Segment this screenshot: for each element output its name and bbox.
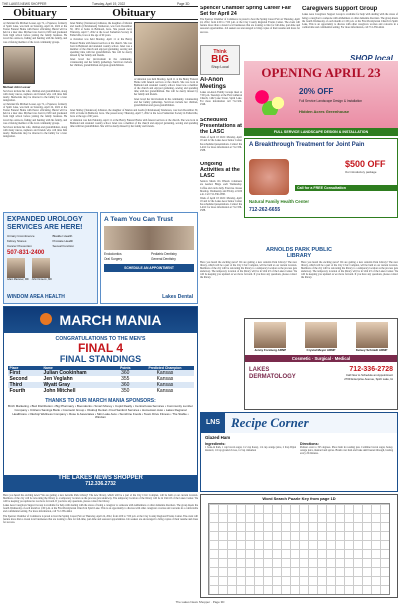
- ingredients-title: Ingredients:: [205, 442, 226, 446]
- urology-title: EXPANDED UROLOGY SERVICES ARE HERE!: [7, 216, 83, 231]
- urology-service-list: [7, 234, 97, 248]
- knee-graphic: [249, 159, 289, 195]
- standings-header: Name: [43, 366, 53, 370]
- standings-cell: Second: [9, 376, 28, 382]
- opening-ad-sub2: Full Service Landscape Design & Installation: [299, 99, 363, 103]
- standings-header: Predicted Champion: [148, 366, 182, 370]
- word-search-title: Word Search Puzzle Key from page 1D: [262, 496, 336, 501]
- opening-ad-title: OPENING APRIL 23: [261, 65, 381, 80]
- obituary2-heading: Obituary: [70, 6, 198, 20]
- urology-ad: [3, 212, 98, 304]
- obituary-paragraph: Survivors include his wife, children and grandchildren, along with many nieces, nephews and friends who will miss him dearly. Memorials may be directed to the family for a later designation.: [3, 125, 67, 138]
- standings-cell: Julian Cookinham: [43, 370, 87, 376]
- urology-service: Sexual Function: [52, 244, 75, 249]
- library-text: Have you heard the exciting news? We are getting a new Arnolds Park Library! The new library, which will be a part of the City Civic Complex, will be built at our current location. Members of the city will be relocating the library to a temporary location as the process gets underway. The temporary location of the library will be in Unit #3 of the Lakes Center. We will be keeping you updated as we move forward. If you have any questions, please contact the library.: [301, 261, 398, 280]
- obituary-paragraph: Survivors include his wife, children and grandchildren, along with many nieces, nephews and friends who will miss him dearly. Memorials may be directed to the family for a later designation.: [3, 89, 67, 102]
- opening-ad-store: Hidden Acres Greenhouse: [299, 109, 350, 114]
- standings-cell: John Mitchell: [43, 388, 76, 394]
- paper-name: THE LAKES NEWS SHOPPER: [2, 2, 47, 6]
- obituary2-paragraph: A visitation was held Monday, April 11 at the Henry Funeral Home with funeral services at the church. She was born in Belmond and attended country school. Janet was a member of the church and enjoyed gardening, sewing and spending time with her grandchildren. She will be dearly missed by her family and friends.: [134, 78, 198, 97]
- page-footer: The Lakes News Shopper · Page 3D: [175, 600, 225, 604]
- spencer-fair-text: The Spencer Chamber of Commerce is proud to host the Spring Career Fair on Thursday, April 24, 2022, from 4:00 to 7:00 p.m. at the Clay County Regional Events Center. The event will feature more than a dozen local businesses that are looking to hire for full-time, part-time and seasonal opportunities. Job seekers are encouraged to bring copies of their resume and dress for success.: [200, 18, 300, 34]
- obituary2-paragraph: Janet loved her involvement in the community, volunteering and her family gatherings. Survivors include her children, grandchildren and great-grandchildren.: [70, 58, 132, 68]
- obituary2-paragraph: Janet Shirley (Tenderson) Johnston, the daughter of Marian and Luella (Christiansen) Tenderson, was born December 30, 1931 at home in Belmond, Iowa. She passed away Thursday, April 7, 2022 at the Good Samaritan Society in Estherville, Iowa at the age of 90 years.: [70, 22, 132, 38]
- lasc-title: Scheduled Presentations at the LASC: [200, 118, 242, 135]
- joint-pain-offer-note: Our introductory package: [345, 170, 377, 174]
- obituary2-photo: [134, 22, 198, 76]
- urology-service: Cancer Prevention: [7, 244, 32, 249]
- caregivers-article: [302, 6, 398, 44]
- standings-cell: Kansas: [156, 382, 174, 388]
- recipe-corner: [200, 412, 398, 492]
- standings-cell: Wyatt Gray: [43, 382, 70, 388]
- dental-team-photo: [104, 226, 194, 250]
- ingredients-text: 1 bone-in ham, 1 cup brown sugar, 1/2 cup honey, 1/4 cup orange juice, 2 tbsp Dijon mustard, 1/2 tsp ground cloves, 1/2 tsp cinnamon: [205, 446, 297, 453]
- dental-ad: [100, 212, 198, 304]
- obituary-person-name: Michael John Lesser: [3, 84, 31, 89]
- standings-cell: Kansas: [156, 388, 174, 394]
- dental-title: A Team You Can Trust: [104, 216, 174, 223]
- standings-cell: 360: [121, 370, 130, 376]
- shop-local-logo: [350, 48, 398, 60]
- march-mania-title: MARCH MANIA: [59, 312, 162, 328]
- dental-service: Oral Surgery: [104, 257, 123, 261]
- think-text: Think: [213, 49, 227, 55]
- standings-table: [8, 366, 194, 394]
- obituary2-paragraph: Janet loved her involvement in the community, volunteering and her family gatherings. Survivors include her children, grandchildren and great-grandchildren.: [134, 97, 198, 107]
- dental-cta-button[interactable]: SCHEDULE AN APPOINTMENT: [104, 264, 194, 272]
- march-mania-phone: 712.336.2732: [85, 481, 116, 487]
- ongoing-article: [200, 162, 242, 246]
- joint-pain-phone: 712-262-6655: [249, 207, 281, 213]
- obituary-paragraph: A Christian life Michael Lesser, age 72, of Spencer, formerly of Spirit Lake, was held on Saturday, April 22, 2022 at the Turner Funeral Home with Pastor officiating. Burial will be held at a later date. Michael was born in 1950 and graduated from high school before joining the family business. He loved the outdoors, fishing and hunting with his family, and was a lifelong member of the local community groups.: [3, 103, 67, 125]
- dental-service: General Dentistry: [151, 257, 176, 261]
- dermatology-ad: [244, 318, 398, 410]
- standings-cell: 360: [121, 382, 130, 388]
- opening-ad-sub1: 20% OFF: [299, 87, 334, 96]
- obituary-column-right: [70, 6, 198, 211]
- word-search-grid: [208, 503, 390, 595]
- joint-pain-ad: [244, 138, 398, 218]
- provider-photo: [254, 322, 286, 348]
- doctor-photo: [7, 258, 25, 278]
- obituary2-paragraph: A visitation was held Monday, April 11 at the Henry Funeral Home with funeral services at the church. She was born in Belmond and attended country school. Janet was a member of the church and enjoyed gardening, sewing and spending time with her grandchildren. She will be dearly missed by her family and friends.: [70, 38, 132, 57]
- lasc-text: Week of April 18 2022: Monday, April 18 and 22 the Lakes Area Senior Center has scheduled presentations. Contact the LASC for more information at 712-336-2588.: [200, 136, 242, 152]
- dermatology-banner: Cosmetic · Surgical · Medical: [245, 355, 397, 362]
- lasc-article: [200, 118, 242, 161]
- standings-cell: Fourth: [9, 388, 26, 394]
- shop-local-ad: [200, 45, 240, 75]
- obituary-photo: [3, 46, 35, 84]
- obituary-text: [3, 22, 67, 44]
- filler-paragraph: Have you heard the exciting news? We are getting a new Arnolds Park Library! The new library, which will be a part of the City Civic Complex, will be built at our current location. Members of the city will be relocating the library to a temporary location as the process gets underway. The temporary location of the library will be in Unit #3 of the Lakes Center. We will be keeping you updated as we move forward. If you have any questions, please contact the library.: [3, 494, 198, 504]
- dental-brand: Lakes Dental: [162, 294, 193, 300]
- big-text: BIG: [211, 54, 229, 65]
- directions-text: Preheat oven to 325 degrees. Place ham in roasting pan. Combine brown sugar, honey, orange juice, mustard and spices. Brush over ham and bake until heated through, basting every 20 minutes.: [300, 446, 393, 456]
- recipe-brand: LNS: [201, 413, 225, 433]
- standings-cell: Kansas: [156, 370, 174, 376]
- opening-ad-banner: FULL SERVICE LANDSCAPE DESIGN & INSTALLATION: [244, 128, 398, 136]
- march-mania-banner: [4, 307, 197, 333]
- march-mania-ad: [3, 306, 198, 492]
- provider-name: Kelsey Schmidt ARNP: [355, 348, 388, 352]
- ongoing-text: Week of April 18 2022: Monday, April 18 and 22 the Lakes Area Senior Center has scheduled presentations. Contact the LASC for more information at 712-336-2588.: [200, 196, 242, 213]
- urology-service: Bladder Health: [52, 234, 73, 239]
- standings-cell: Jen Veglahn: [43, 376, 73, 382]
- basketball-icon: [40, 313, 52, 325]
- alanon-text: Lakes Al-Anon Family Groups meet at 7:00 p.m. Tuesdays at the First Lutheran Church, 1402 Lake Street, Spirit Lake. For more information call 712-320-2346.: [200, 91, 242, 107]
- alanon-title: Al-Anon Meetings: [200, 77, 227, 90]
- dental-service-list: [104, 252, 197, 261]
- dermatology-phone: 712-336-2728: [349, 366, 393, 373]
- alanon-article: [200, 77, 242, 117]
- issue-date: Tuesday, April 19, 2022: [92, 2, 126, 6]
- library-article: [200, 247, 398, 315]
- recipe-subtitle: Glazed Ham: [205, 435, 231, 440]
- word-search-key: [200, 494, 398, 598]
- obituary2-paragraph: A visitation was held Monday, April 11 at the Henry Funeral Home with funeral services at the church. She was born in Belmond and attended country school. Janet was a member of the church and enjoyed gardening, sewing and spending time with her grandchildren. She will be dearly missed by her family and friends.: [70, 119, 198, 129]
- joint-pain-offer: $500 OFF: [345, 159, 386, 169]
- caregivers-text: Lakes Area Caregivers Support Group is available for help with dealing with the stress of being a caregiver to someone with Alzheimers or other dementia disorders. The group meets the fourth Wednesday of each month at 1:00 p.m. at the First Presbyterian Church in Spirit Lake. This is an opportunity to discuss with other caregivers worries and concerns in a comfortable and confidential setting. For more information, call 712-336-4444.: [302, 13, 398, 29]
- standings-row: [8, 388, 194, 394]
- filler-paragraph: Lakes Area Caregivers Support Group is available for help with dealing with the stress of being a caregiver to someone with Alzheimers or other dementia disorders. The group meets the fourth Wednesday of each month at 1:00 p.m. at the First Presbyterian Church in Spirit Lake. This is an opportunity to discuss with other caregivers worries and concerns in a comfortable and confidential setting. For more information, call 712-336-4444.: [3, 504, 198, 514]
- ongoing-title: Ongoing Activities at the LASC: [200, 162, 240, 179]
- doctor-photo: [32, 258, 50, 278]
- bottom-left-filler: [3, 494, 198, 598]
- standings-cell: 355: [121, 376, 130, 382]
- obituary-heading: Obituary: [3, 6, 67, 20]
- provider-name: Crystal Meyer ARNP: [306, 348, 336, 352]
- doctor-name: Adam Mazanec, MD: [7, 278, 29, 282]
- urology-service: Kidney Stones: [7, 239, 27, 244]
- march-mania-standings: FINAL STANDINGS: [59, 354, 142, 364]
- provider-name: Jenny Forsberg ARNP: [254, 348, 287, 352]
- obituary-paragraph: A Christian life Michael Lesser, age 72, of Spencer, formerly of Spirit Lake, was held on Saturday, April 22, 2022 at the Turner Funeral Home with Pastor officiating. Burial will be held at a later date. Michael was born in 1950 and graduated from high school before joining the family business. He loved the outdoors, fishing and hunting with his family, and was a lifelong member of the local community groups.: [3, 22, 67, 44]
- sponsors-list: Birch Marketing • Bud Distribution • Big Pharmacy • Boondocks • Smart Money • Cupid Realty • Central Iowa Services • Community Lumber Company • Citizens Savings Bank • Cosmetic Group • Okoboji Dental • Fred Sanford Services • Hometown Auto • Lakes Regional Healthcare • Okoboji Wellness Company • Rose & Associates • Skin Lake Auto • Sunshine Foods • Team Drive Fitness • The Stable • Windom: [8, 404, 193, 420]
- spencer-fair-title: Spencer Chamber Spring Career Fair Set for April 24: [200, 6, 292, 17]
- standings-cell: Kansas: [156, 376, 174, 382]
- page-number: Page 3D: [177, 2, 190, 6]
- dental-service: Endodontics: [104, 252, 122, 256]
- dental-service: Pediatric Dentistry: [151, 252, 177, 256]
- caregivers-title: Caregivers Support Group: [302, 6, 378, 12]
- recipe-title: Recipe Corner: [231, 415, 309, 430]
- urology-service: Prostate Health: [52, 239, 74, 244]
- dermatology-brand: LAKES DERMATOLOGY: [249, 366, 296, 380]
- library-title: ARNOLDS PARK PUBLIC LIBRARY: [266, 247, 332, 259]
- filler-paragraph: The Spencer Chamber of Commerce is proud to host the Spring Career Fair on Thursday, April 24, 2022, from 4:00 to 7:00 p.m. at the Clay County Regional Events Center. The event will feature more than a dozen local businesses that are looking to hire for full-time, part-time and seasonal opportunities. Job seekers are encouraged to bring copies of their resume and dress for success.: [3, 514, 198, 524]
- directions-title: Directions:: [300, 442, 319, 446]
- march-mania-brand: THE LAKES NEWS SHOPPER: [58, 475, 143, 481]
- opening-ad: [244, 61, 398, 136]
- urology-brand: WINDOM AREA HEALTH: [7, 294, 65, 300]
- joint-pain-brand: Natural Family Health Center: [249, 199, 310, 204]
- joint-pain-cta[interactable]: Call for a FREE Consultation: [295, 185, 397, 191]
- library-logo-icon: [264, 247, 334, 259]
- sponsors-title: THANKS TO OUR MARCH MANIA SPONSORS:: [45, 398, 156, 404]
- march-mania-final: FINAL 4: [77, 341, 124, 355]
- spencer-fair-article: [200, 6, 300, 44]
- shop-local-logo-text: SHOP local: [350, 54, 393, 60]
- standings-cell: First: [9, 370, 21, 376]
- standings-header: Place: [9, 366, 19, 370]
- doctor-name: John Kinwurm, MD: [31, 278, 52, 282]
- standings-cell: Third: [9, 382, 22, 388]
- urology-phone: 507-831-2400: [7, 250, 45, 257]
- dermatology-note: Call Now to Schedule an Appointment: [346, 373, 393, 377]
- obituary2-paragraph: Janet Shirley (Tenderson) Johnston, the daughter of Marian and Luella (Christiansen) Tenderson, was born December 30, 1931 at home in Belmond, Iowa. She passed away Thursday, April 7, 2022 at the Good Samaritan Society in Estherville, Iowa at the age of 90 years.: [70, 108, 198, 119]
- flowers-graphic: [250, 85, 290, 115]
- provider-photo: [356, 322, 388, 348]
- provider-photo: [305, 322, 337, 348]
- march-mania-sub: CONGRATULATIONS TO THE MEN'S: [55, 336, 146, 342]
- urology-service: Urinary Incontinence: [7, 234, 35, 239]
- shop-local-text: Shop Local: [211, 65, 229, 69]
- joint-pain-title: A Breakthrough Treatment for Joint Pain: [249, 142, 365, 148]
- obituary-column-left: [3, 6, 67, 211]
- standings-cell: 350: [121, 388, 130, 394]
- standings-header: Points: [120, 366, 131, 370]
- dermatology-address: 2709 Enterprise Avenue, Spirit Lake, IA: [344, 377, 393, 381]
- ongoing-text: Seniors Meals On Wheels volunteers are needed. Bingo each Wednesday. Coffee and cards daily. Exercise classes Monday, Wednesday and Friday at 9:00 a.m. Call 712-336-2588.: [200, 180, 242, 196]
- library-text: Have you heard the exciting news? We are getting a new Arnolds Park Library! The new library, which will be a part of the City Civic Complex, will be built at our current location. Members of the city will be relocating the library to a temporary location as the process gets underway. The temporary location of the library will be in Unit #3 of the Lakes Center. We will be keeping you updated as we move forward. If you have any questions, please contact the library.: [200, 261, 297, 280]
